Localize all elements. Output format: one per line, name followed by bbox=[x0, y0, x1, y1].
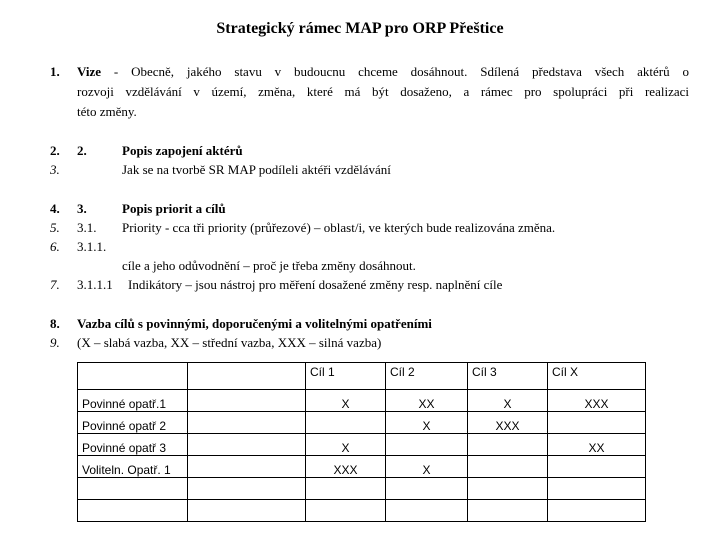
table-cell bbox=[188, 390, 306, 412]
priority-text: Priority - cca tři priority (průřezové) – oblast/i, ve kterých bude realizována změna. bbox=[122, 220, 556, 235]
item-9-number: 9. bbox=[50, 335, 60, 350]
table-cell bbox=[188, 456, 306, 478]
item-6-number: 6. bbox=[50, 239, 60, 254]
table-cell bbox=[548, 478, 646, 500]
table-row-label bbox=[78, 478, 188, 500]
vazba-table bbox=[77, 362, 646, 522]
table-cell: XXX bbox=[468, 412, 548, 434]
item-1-number: 1. bbox=[50, 64, 60, 79]
table-cell bbox=[468, 478, 548, 500]
table-cell: XX bbox=[548, 434, 646, 456]
table-header-cil-x: Cíl X bbox=[548, 363, 646, 390]
item-3-1-1-1-number: 3.1.1.1 bbox=[77, 277, 113, 292]
cile-text: cíle a jeho odůvodnění – proč je třeba změny dosáhnout. bbox=[122, 258, 416, 273]
table-cell bbox=[386, 478, 468, 500]
item-2-heading: Popis zapojení aktérů bbox=[122, 143, 243, 158]
table-cell bbox=[386, 434, 468, 456]
table-row bbox=[78, 390, 646, 412]
table-row-label: Voliteln. Opatř. 1 bbox=[78, 456, 188, 478]
table-cell bbox=[188, 478, 306, 500]
table-header-cil-3: Cíl 3 bbox=[468, 363, 548, 390]
item-8-heading: Vazba cílů s povinnými, doporučenými a volitelnými opatřeními bbox=[77, 316, 432, 331]
item-3-number: 3. bbox=[50, 162, 60, 177]
table-cell: X bbox=[468, 390, 548, 412]
table-cell bbox=[548, 456, 646, 478]
table-row bbox=[78, 456, 646, 478]
table-row bbox=[78, 434, 646, 456]
table-cell: X bbox=[386, 412, 468, 434]
table-cell: X bbox=[306, 434, 386, 456]
table-cell bbox=[548, 412, 646, 434]
table-row-label bbox=[78, 500, 188, 522]
item-1-line-2: rozvoji vzdělávání v území, změna, které má být dosaženo, a rámec pro spolupráci při realizaci bbox=[77, 84, 689, 99]
item-2-text: Jak se na tvorbě SR MAP podíleli aktéři vzdělávání bbox=[122, 162, 391, 177]
item-4-number: 4. bbox=[50, 201, 60, 216]
item-8-number: 8. bbox=[50, 316, 60, 331]
table-cell: X bbox=[306, 390, 386, 412]
table-cell bbox=[188, 412, 306, 434]
item-1-line-3: této změny. bbox=[77, 104, 137, 119]
item-1-line-1 bbox=[77, 63, 689, 80]
table-row-label: Povinné opatř.1 bbox=[78, 390, 188, 412]
table-row bbox=[78, 412, 646, 434]
table-row-label: Povinné opatř 3 bbox=[78, 434, 188, 456]
table-row bbox=[78, 500, 646, 522]
table-cell bbox=[188, 434, 306, 456]
table-cell bbox=[468, 456, 548, 478]
table-header-cell bbox=[188, 363, 306, 390]
item-1-text-1: - Obecně, jakého stavu v budoucnu chceme dosáhnout. Sdílená představa všech aktérů o bbox=[101, 64, 689, 79]
page-title: Strategický rámec MAP pro ORP Přeštice bbox=[216, 20, 504, 37]
table-cell: X bbox=[386, 456, 468, 478]
table-header-cell bbox=[78, 363, 188, 390]
table-cell bbox=[306, 500, 386, 522]
item-1-heading: Vize bbox=[77, 64, 102, 79]
table-cell bbox=[468, 500, 548, 522]
table-cell bbox=[386, 500, 468, 522]
table-header-row bbox=[78, 363, 646, 390]
table-cell bbox=[188, 500, 306, 522]
table-row bbox=[78, 478, 646, 500]
table-cell bbox=[306, 412, 386, 434]
item-3-1-1-number: 3.1.1. bbox=[77, 239, 107, 254]
item-3-1-number: 3.1. bbox=[77, 220, 97, 235]
table-cell: XXX bbox=[306, 456, 386, 478]
item-3-sub-number: 3. bbox=[77, 201, 87, 216]
item-8-legend: (X – slabá vazba, XX – střední vazba, XXX – silná vazba) bbox=[77, 335, 382, 350]
table-row-label: Povinné opatř 2 bbox=[78, 412, 188, 434]
item-2-sub-number: 2. bbox=[77, 143, 87, 158]
table-header-cil-1: Cíl 1 bbox=[306, 363, 386, 390]
item-2-number: 2. bbox=[50, 143, 60, 158]
table-cell bbox=[468, 434, 548, 456]
item-7-number: 7. bbox=[50, 277, 60, 292]
table-cell bbox=[306, 478, 386, 500]
table-header-cil-2: Cíl 2 bbox=[386, 363, 468, 390]
indikatory-text: Indikátory – jsou nástroj pro měření dosažené změny resp. naplnění cíle bbox=[128, 277, 503, 292]
table-cell bbox=[548, 500, 646, 522]
table-cell: XX bbox=[386, 390, 468, 412]
table-cell: XXX bbox=[548, 390, 646, 412]
item-3-heading: Popis priorit a cílů bbox=[122, 201, 226, 216]
item-5-number: 5. bbox=[50, 220, 60, 235]
